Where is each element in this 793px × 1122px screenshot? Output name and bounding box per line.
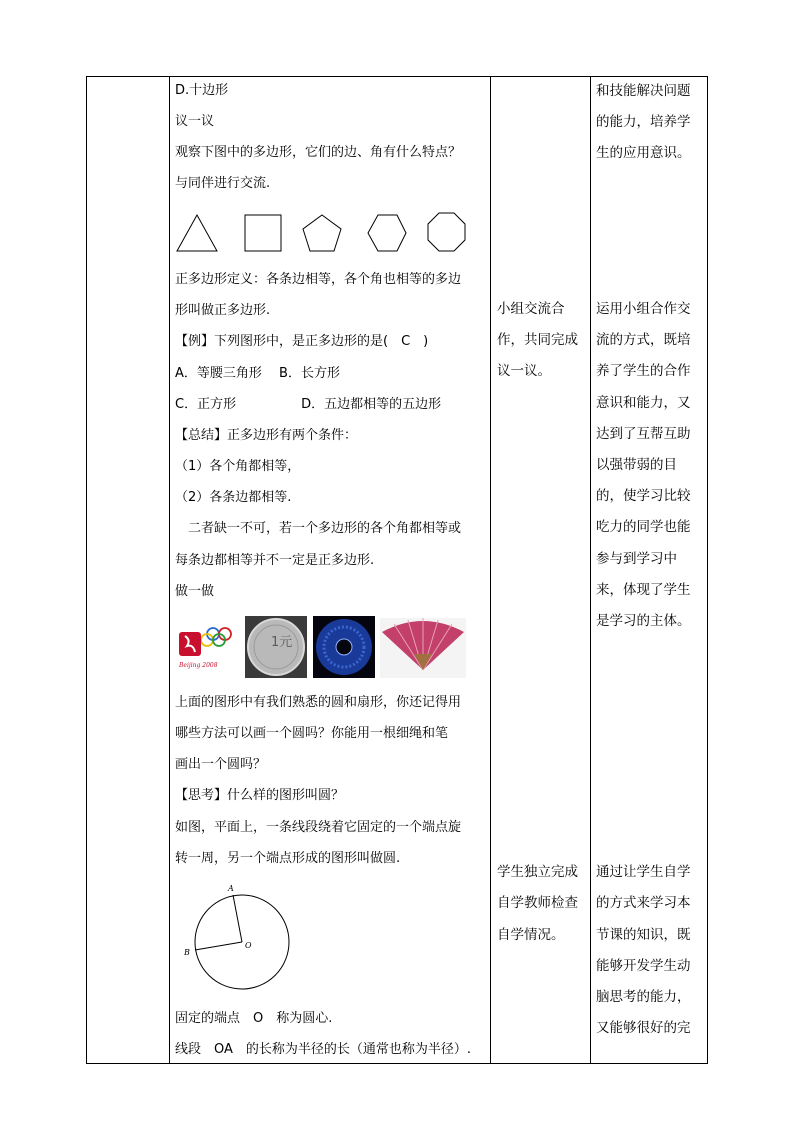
intent-text: 达到了互帮互助 (596, 426, 691, 442)
intent-text: 的，使学习比较 (596, 488, 691, 504)
intent-text: 来，体现了学生 (596, 582, 691, 598)
text-line: 画出一个圆吗？ (175, 757, 267, 772)
text-line: 二者缺一不可，若一个多边形的各个角都相等或 (175, 521, 462, 536)
intent-text: 又能够很好的完 (596, 1020, 691, 1036)
activity-text: 作，共同完成 (497, 332, 578, 348)
activity-text: 小组交流合 (497, 301, 565, 317)
intent-text: 运用小组合作交 (596, 301, 691, 317)
radius-oa-line (233, 895, 242, 942)
activity-text: 学生独立完成 (497, 864, 578, 880)
intent-text: 的方式来学习本 (596, 895, 691, 911)
point-b-label: B (184, 948, 190, 957)
hexagon-shape (368, 215, 406, 251)
intent-text: 养了学生的合作 (596, 363, 691, 379)
text-line: 【例】下列图形中，是正多边形的是( C ) (175, 334, 429, 349)
text-line: A．等腰三角形 B．长方形 (175, 366, 340, 381)
intent-text: 流的方式，既培 (596, 332, 691, 348)
text-line: C．正方形 D．五边都相等的五边形 (175, 397, 442, 412)
lesson-table (86, 76, 708, 1064)
square-shape (245, 215, 281, 251)
intent-text: 生的应用意识。 (596, 145, 691, 161)
intent-text: 参与到学习中 (596, 551, 677, 567)
text-line: 形叫做正多边形. (175, 303, 271, 318)
text-line: 观察下图中的多边形，它们的边、角有什么特点？ (175, 145, 462, 160)
pentagon-shape (303, 215, 341, 251)
activity-text: 自学情况。 (497, 927, 565, 943)
disc-hole (336, 639, 352, 655)
point-o-label: O (245, 941, 252, 950)
intent-text: 和技能解决问题 (596, 83, 691, 99)
text-line: 议一议 (175, 114, 215, 129)
main-content-column (170, 77, 490, 1063)
activity-text: 议一议。 (497, 363, 551, 379)
intent-text: 的能力，培养学 (596, 114, 691, 130)
seal-icon (179, 632, 201, 656)
text-line: （2）各条边都相等. (175, 490, 292, 505)
fan-image (380, 618, 466, 678)
logo-caption: Beijing 2008 (179, 662, 218, 669)
text-line: 【总结】正多边形有两个条件： (175, 428, 358, 443)
olympic-logo-image (175, 622, 235, 672)
intent-text: 是学习的主体。 (596, 613, 691, 629)
activity-text: 自学教师检查 (497, 895, 578, 911)
intent-text: 意识和能力，又 (596, 395, 691, 411)
text-line: 正多边形定义：各条边相等，各个角也相等的多边 (175, 272, 462, 287)
intent-text: 吃力的同学也能 (596, 519, 691, 535)
text-line: 每条边都相等并不一定是正多边形. (175, 553, 375, 568)
text-line: 做一做 (175, 584, 215, 599)
coin-face-text: 1元 (271, 635, 293, 650)
text-line: 与同伴进行交流. (175, 176, 271, 191)
point-a-label: A (228, 884, 234, 893)
intent-text: 通过让学生自学 (596, 864, 691, 880)
intent-text: 以强带弱的目 (596, 457, 677, 473)
intent-text: 节课的知识，既 (596, 927, 691, 943)
text-line: （1）各个角都相等， (175, 459, 301, 474)
triangle-shape (177, 215, 217, 251)
octagon-shape (428, 213, 465, 251)
text-line: 固定的端点 O 称为圆心. (175, 1011, 333, 1026)
text-line: 哪些方法可以画一个圆吗？你能用一根细绳和笔 (175, 726, 449, 741)
text-line: 【思考】什么样的图形叫圆？ (175, 788, 345, 803)
regular-polygons-figure (175, 207, 475, 257)
intent-text: 脑思考的能力， (596, 989, 691, 1005)
student-activity-column (491, 77, 590, 1063)
text-line: 转一周，另一个端点形成的图形叫做圆. (175, 851, 401, 866)
intent-text: 能够开发学生动 (596, 958, 691, 974)
text-line: 如图，平面上，一条线段绕着它固定的一个端点旋 (175, 820, 462, 835)
text-line: D.十边形 (175, 83, 229, 98)
disc-image (313, 616, 375, 678)
design-intent-column (591, 77, 708, 1063)
coin-image (245, 616, 307, 678)
circle-diagram (180, 882, 295, 992)
radius-ob-line (195, 942, 242, 950)
text-line: 上面的图形中有我们熟悉的圆和扇形，你还记得用 (175, 695, 462, 710)
text-line: 线段 OA 的长称为半径的长（通常也称为半径）. (175, 1042, 472, 1057)
